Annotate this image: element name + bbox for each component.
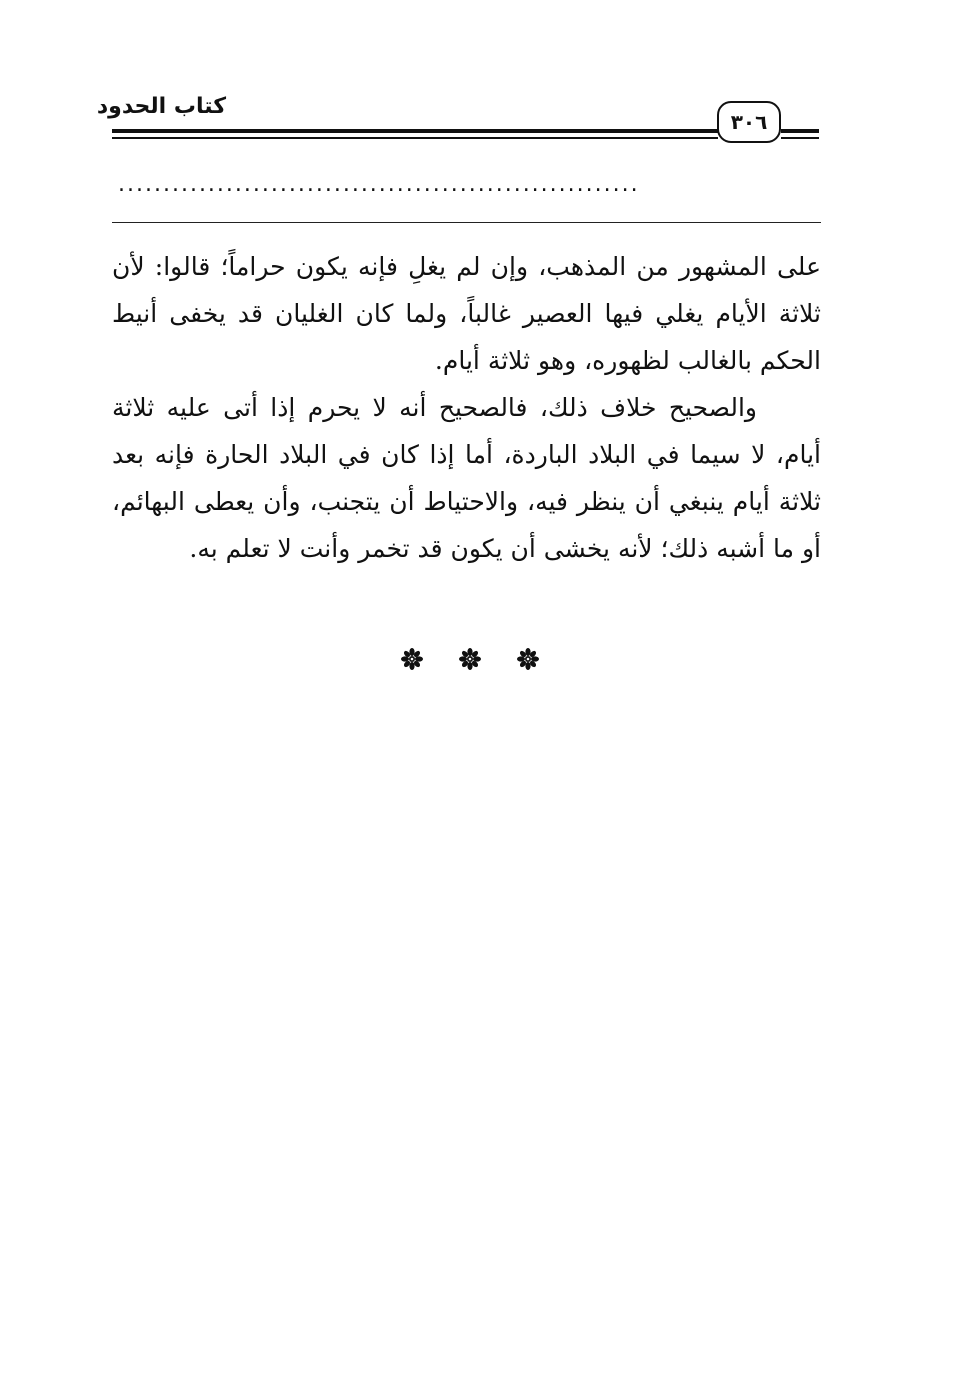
- header-rule-thick-right: [781, 129, 819, 133]
- flower-ornament-icon: [516, 647, 540, 671]
- header-rule-thin-right: [781, 137, 819, 139]
- paragraph-2: والصحيح خلاف ذلك، فالصحيح أنه لا يحرم إذا أتى عليه ثلاثة أيام، لا سيما في البلاد الباردة، أما إذا كان في البلاد الحارة فإنه بعد ثلاثة أيام ينبغي أن ينظر فيه، والاحتياط أن يتجنب، وأن يعطى البهائم، أو ما أشبه ذلك؛ لأنه يخشى أن يكون قد تخمر وأنت لا تعلم به.: [112, 393, 821, 563]
- omission-dots: ..........................................................: [118, 172, 640, 197]
- header-rule-thick: [112, 129, 718, 133]
- running-header-title: كتاب الحدود: [96, 94, 226, 119]
- paragraph-1: على المشهور من المذهب، وإن لم يغلِ فإنه يكون حراماً؛ قالوا: لأن ثلاثة الأيام يغلي فيها العصير غالباً، ولما كان الغليان قد يخفى أنيط الحكم بالغالب لظهوره، وهو ثلاثة أيام.: [112, 252, 821, 375]
- flower-ornament-icon: [458, 647, 482, 671]
- flower-ornament-icon: [400, 647, 424, 671]
- page-number: ٣٠٦: [730, 110, 768, 134]
- section-end-ornaments: [400, 644, 540, 674]
- body-text: [112, 243, 821, 572]
- header-rule-thin: [112, 137, 718, 139]
- separator-line: [112, 222, 821, 223]
- page-number-box: [717, 101, 781, 143]
